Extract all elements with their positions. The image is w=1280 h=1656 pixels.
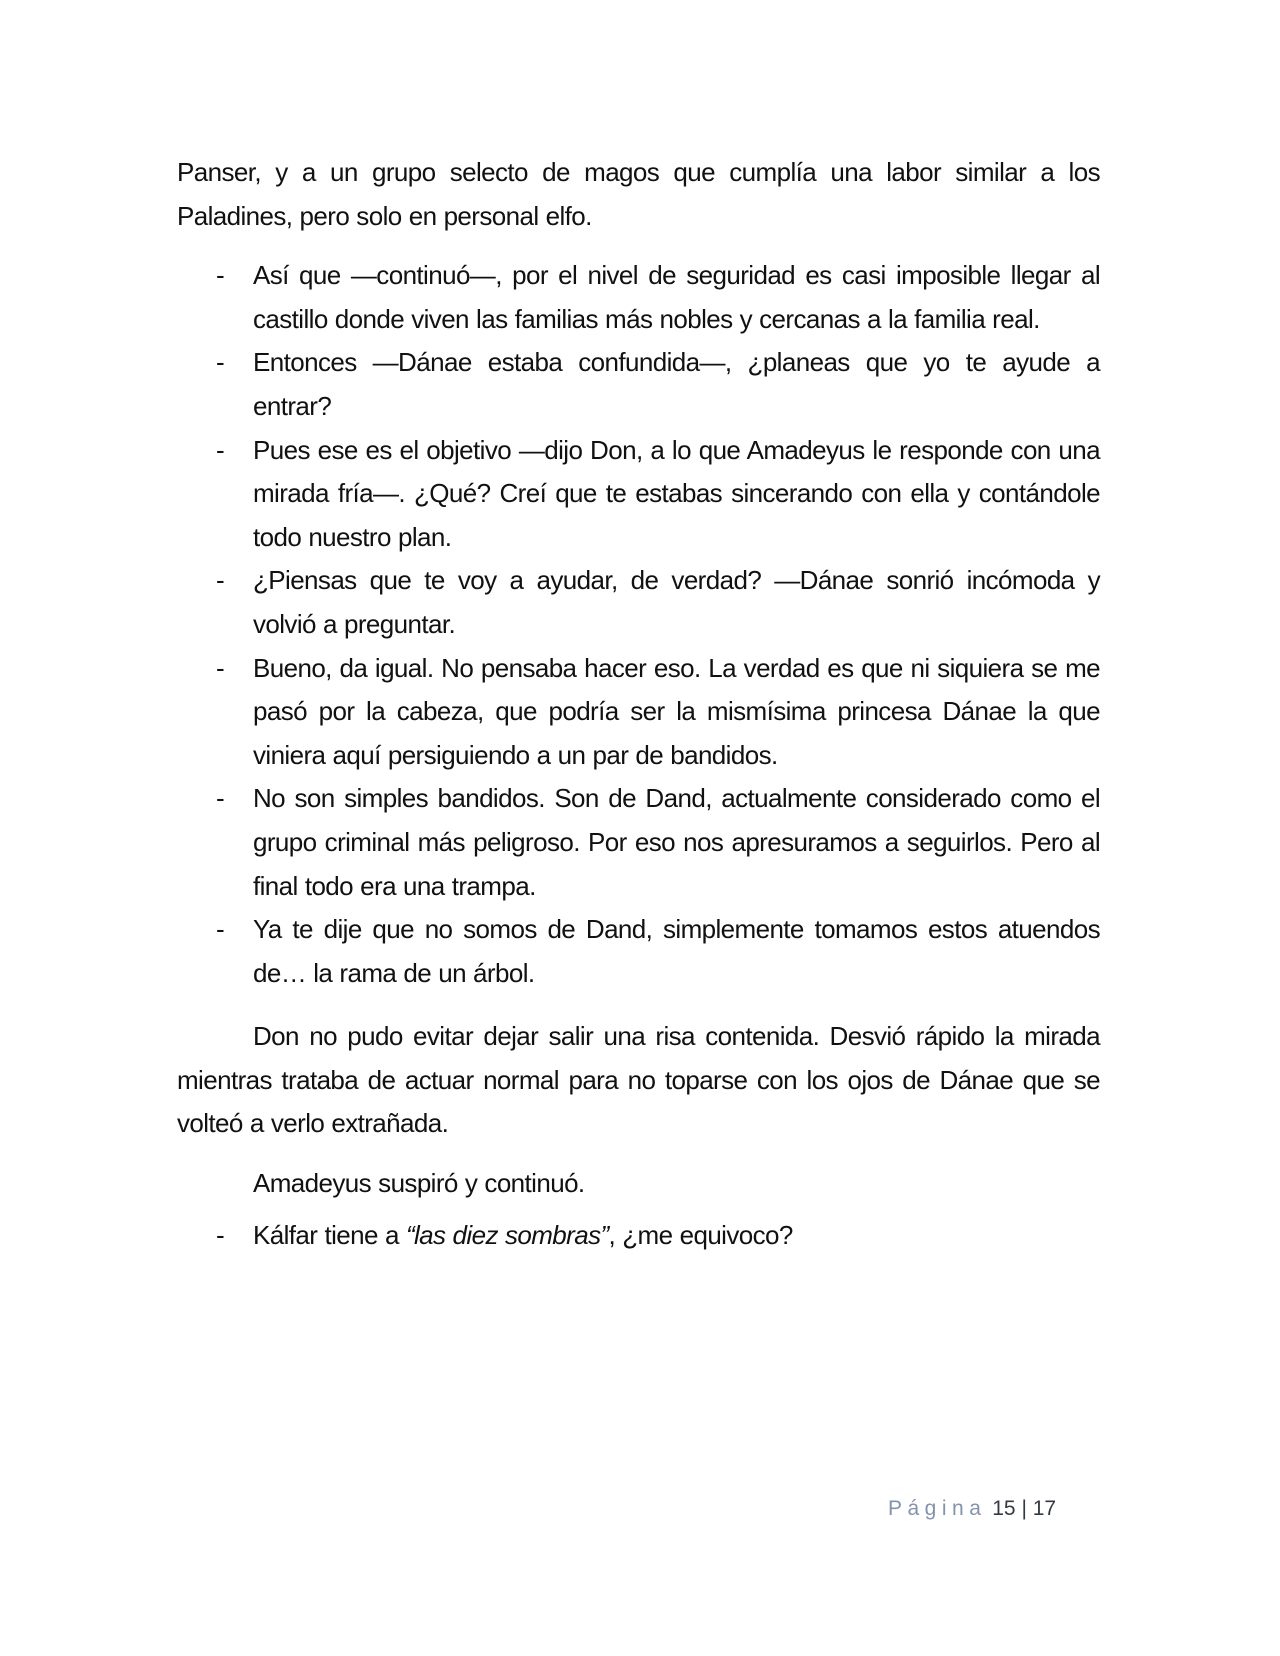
narration-paragraph: Amadeyus suspiró y continuó. bbox=[253, 1168, 585, 1199]
dialogue-item: - Pues ese es el objetivo —dijo Don, a lo que Amadeyus le responde con una mirada fría—. ¿Qué? Creí que te estabas sincerando con ella y contándole todo nuestro plan. bbox=[177, 429, 1100, 560]
dash-marker: - bbox=[216, 347, 225, 378]
page-body bbox=[177, 151, 1100, 1257]
dialogue-item: - Así que —continuó—, por el nivel de seguridad es casi imposible llegar al castillo donde viven las familias más nobles y cercanas a la familia real. bbox=[177, 254, 1100, 341]
page-separator: | bbox=[1021, 1497, 1027, 1520]
current-page-number: 15 bbox=[992, 1497, 1016, 1520]
dash-marker: - bbox=[216, 783, 225, 814]
dash-marker: - bbox=[216, 434, 225, 465]
emphasized-quote: “las diez sombras” bbox=[405, 1219, 609, 1250]
dialogue-list bbox=[177, 1214, 1100, 1258]
dash-marker: - bbox=[216, 260, 225, 291]
dash-marker: - bbox=[216, 1219, 225, 1250]
dialogue-item: - No son simples bandidos. Son de Dand, actualmente considerado como el grupo criminal más peligroso. Por eso nos apresuramos a seguirlos. Pero al final todo era una trampa. bbox=[177, 777, 1100, 908]
dialogue-list bbox=[177, 254, 1100, 995]
dialogue-item: - Entonces —Dánae estaba confundida—, ¿planeas que yo te ayude a entrar? bbox=[177, 341, 1100, 428]
opening-paragraph: Panser, y a un grupo selecto de magos que cumplía una labor similar a los Paladines, pero solo en personal elfo. bbox=[177, 157, 1100, 231]
dialogue-item: - Ya te dije que no somos de Dand, simplemente tomamos estos atuendos de… la rama de un árbol. bbox=[177, 908, 1100, 995]
page-label: Página bbox=[888, 1497, 987, 1520]
total-pages: 17 bbox=[1032, 1497, 1057, 1520]
dialogue-item: - Bueno, da igual. No pensaba hacer eso. La verdad es que ni siquiera se me pasó por la cabeza, que podría ser la mismísima princesa Dánae la que viniera aquí persiguiendo a un par de bandidos. bbox=[177, 647, 1100, 778]
dash-marker: - bbox=[216, 914, 225, 945]
dash-marker: - bbox=[216, 565, 225, 596]
dash-marker: - bbox=[216, 652, 225, 683]
dialogue-item: - Kálfar tiene a “las diez sombras”, ¿me equivoco? bbox=[177, 1214, 1100, 1258]
dialogue-item: - ¿Piensas que te voy a ayudar, de verdad? —Dánae sonrió incómoda y volvió a preguntar. bbox=[177, 559, 1100, 646]
narration-paragraph: Don no pudo evitar dejar salir una risa contenida. Desvió rápido la mirada mientras trataba de actuar normal para no toparse con los ojos de Dánae que se volteó a verlo extrañada. bbox=[177, 1021, 1100, 1139]
page-number-footer bbox=[888, 1497, 1056, 1521]
